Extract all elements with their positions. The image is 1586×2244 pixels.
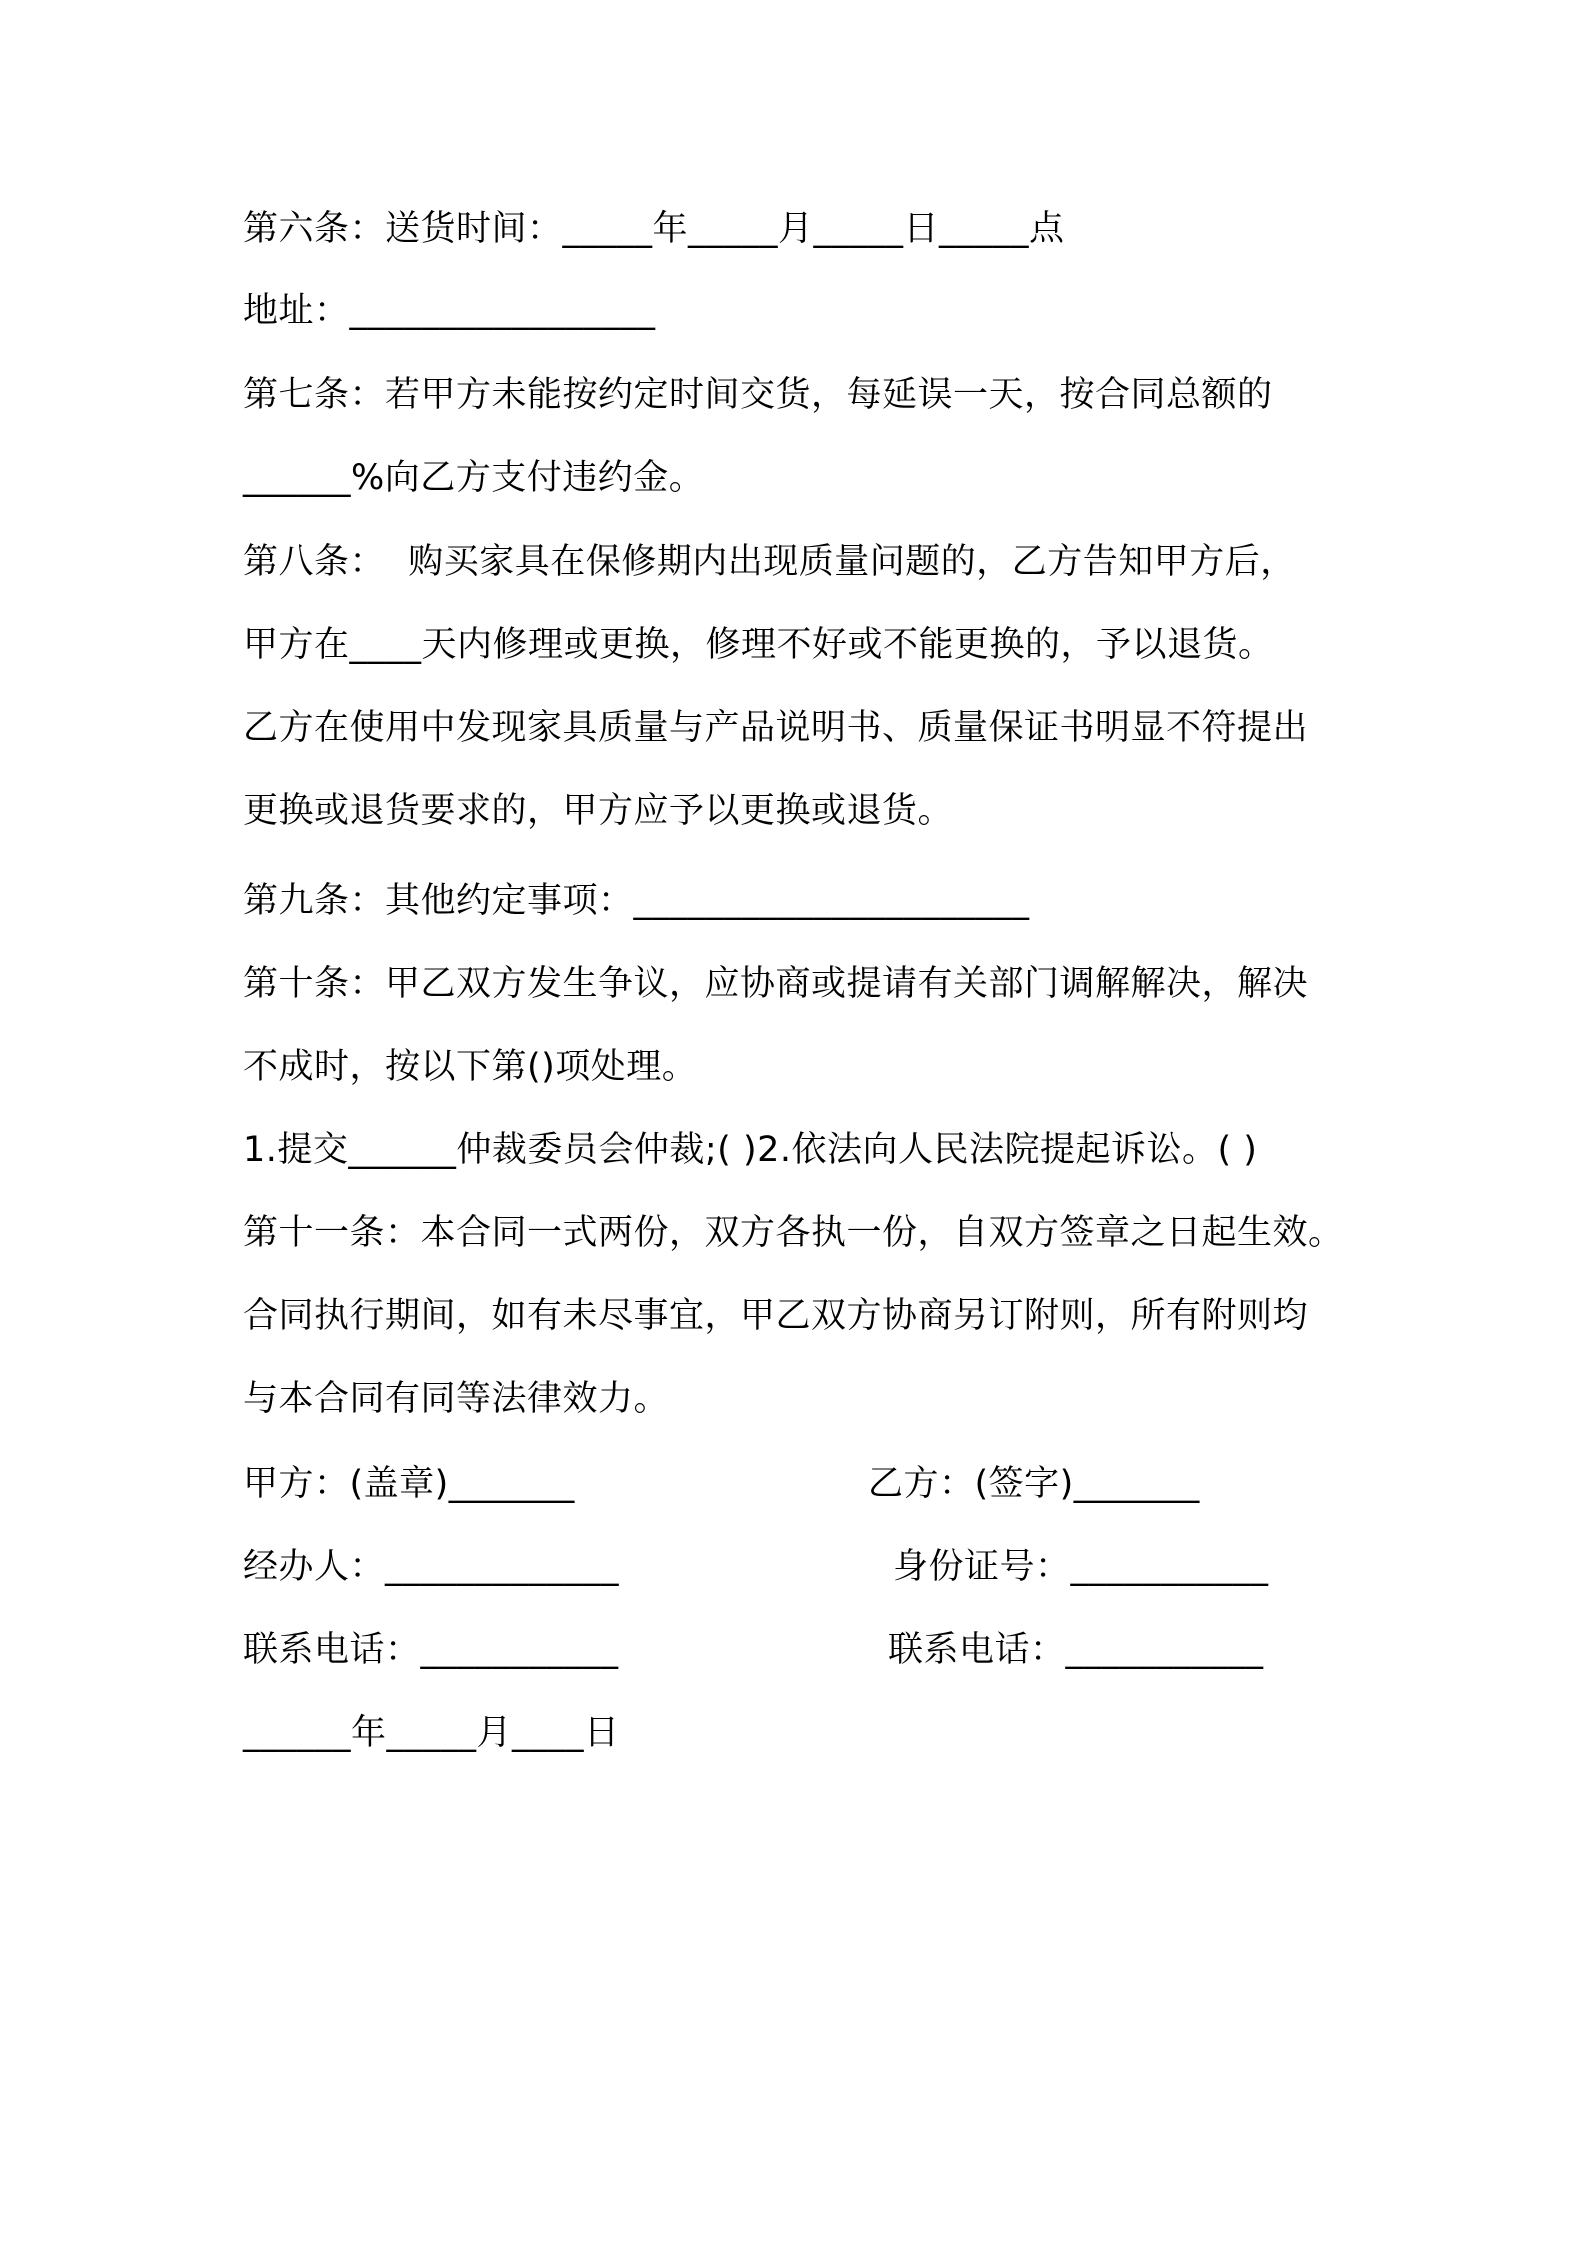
id-number-field: 身份证号：___________ — [893, 1547, 1269, 1587]
article-7-line-2: ______%向乙方支付违约金。 — [243, 458, 705, 498]
agent-field: 经办人：_____________ — [243, 1547, 620, 1587]
article-9: 第九条：其他约定事项：______________________ — [243, 881, 1030, 921]
article-6-address: 地址：_________________ — [243, 291, 656, 331]
signing-date: ______年_____月____日 — [243, 1713, 620, 1753]
phone-b-field: 联系电话：___________ — [888, 1630, 1264, 1670]
phone-a-field: 联系电话：___________ — [243, 1630, 619, 1670]
article-11-line-3: 与本合同有同等法律效力。 — [243, 1379, 670, 1419]
article-8-line-2: 甲方在____天内修理或更换，修理不好或不能更换的，予以退货。 — [243, 625, 1274, 665]
article-10-line-2: 不成时，按以下第()项处理。 — [243, 1047, 698, 1087]
party-b-sign: 乙方：(签字)_______ — [868, 1464, 1200, 1504]
article-10-line-1: 第十条：甲乙双方发生争议，应协商或提请有关部门调解解决，解决 — [243, 964, 1309, 1004]
article-7-line-1: 第七条：若甲方未能按约定时间交货，每延误一天，按合同总额的 — [243, 375, 1273, 415]
article-11-line-1: 第十一条：本合同一式两份，双方各执一份，自双方签章之日起生效。 — [243, 1213, 1344, 1253]
article-6-delivery-time: 第六条：送货时间：_____年_____月_____日_____点 — [243, 209, 1065, 249]
article-8-line-3: 乙方在使用中发现家具质量与产品说明书、质量保证书明显不符提出 — [243, 708, 1309, 748]
article-8-line-1: 第八条： 购买家具在保修期内出现质量问题的，乙方告知甲方后， — [243, 542, 1296, 582]
article-11-line-2: 合同执行期间，如有未尽事宜，甲乙双方协商另订附则，所有附则均 — [243, 1296, 1309, 1336]
article-10-options: 1.提交______仲裁委员会仲裁;( )2.依法向人民法院提起诉讼。( ) — [243, 1130, 1258, 1170]
party-a-seal: 甲方：(盖章)_______ — [243, 1464, 575, 1504]
article-8-line-4: 更换或退货要求的，甲方应予以更换或退货。 — [243, 791, 954, 831]
